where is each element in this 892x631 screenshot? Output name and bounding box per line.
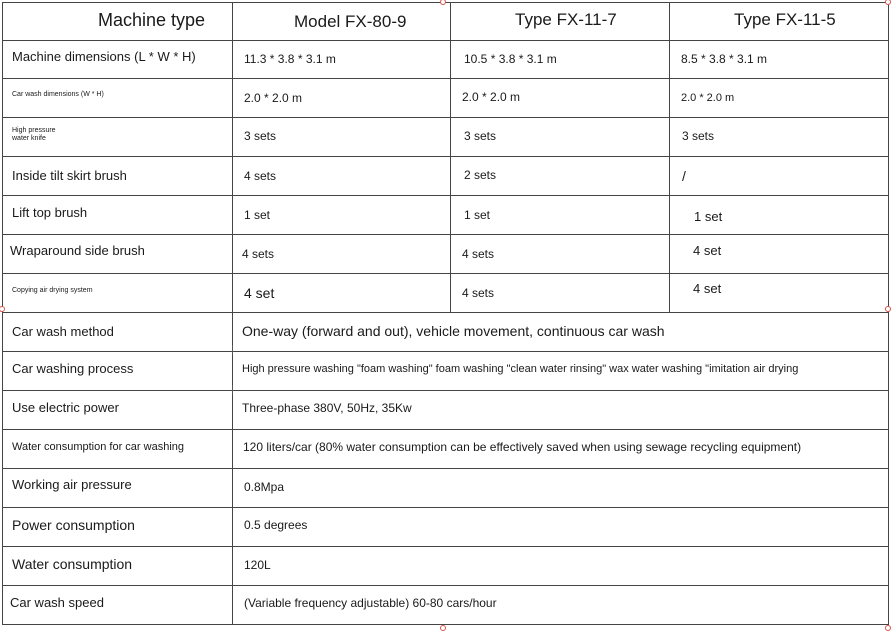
cell-value: 10.5 * 3.8 * 3.1 m [464, 52, 557, 66]
shared-value: High pressure washing "foam washing" foam washing "clean water rinsing" wax water washing "imitation air drying [242, 363, 799, 375]
row-divider [2, 507, 888, 508]
row-label-machine-dimensions: Machine dimensions (L * W * H) [12, 49, 196, 64]
row-divider [2, 390, 888, 391]
row-divider [2, 234, 888, 235]
column-divider [232, 2, 233, 625]
cell-value: 4 set [693, 281, 722, 296]
selection-handle [440, 625, 446, 631]
cell-value: 3 sets [682, 129, 715, 143]
row-label-car-washing-process: Car washing process [12, 361, 134, 376]
row-label-car-wash-dimensions: Car wash dimensions (W * H) [12, 91, 104, 98]
cell-value: 4 set [693, 243, 722, 258]
cell-value: 2.0 * 2.0 m [244, 91, 303, 105]
cell-value: 3 sets [464, 129, 497, 143]
column-divider [888, 2, 889, 625]
row-divider [2, 195, 888, 196]
row-label-high-pressure-water-knife [12, 127, 56, 144]
cell-value: 3 sets [244, 129, 277, 143]
selection-handle [440, 0, 446, 5]
cell-value: 1 set [464, 208, 491, 222]
row-divider [2, 40, 888, 41]
row-label-copying-air-drying-system: Copying air drying system [12, 287, 93, 294]
row-divider [2, 117, 888, 118]
header-machine-type: Machine type [98, 10, 206, 30]
cell-value: 1 set [694, 209, 723, 224]
cell-value: 4 sets [244, 169, 277, 183]
tick-mark [232, 345, 233, 355]
row-label-car-wash-method: Car wash method [12, 324, 114, 339]
cell-value: 11.3 * 3.8 * 3.1 m [244, 52, 336, 66]
cell-value: 1 set [244, 208, 271, 222]
row-divider [2, 468, 888, 469]
row-divider [2, 429, 888, 430]
row-label-line: High pressure [12, 127, 56, 134]
column-divider [450, 2, 451, 313]
shared-value: 0.8Mpa [244, 480, 285, 494]
cell-value: 2.0 * 2.0 m [462, 90, 521, 104]
row-divider [2, 351, 888, 352]
tick-mark [232, 385, 233, 395]
cell-value: 2.0 * 2.0 m [681, 92, 735, 104]
selection-handle [885, 306, 891, 312]
row-label-power-consumption: Power consumption [12, 517, 135, 533]
row-label-inside-tilt-skirt-brush: Inside tilt skirt brush [12, 168, 127, 183]
selection-handle [885, 0, 891, 5]
row-label-lift-top-brush: Lift top brush [12, 205, 88, 220]
row-label-wraparound-side-brush: Wraparound side brush [10, 243, 145, 258]
cell-value: 4 sets [242, 247, 275, 261]
row-divider [2, 156, 888, 157]
selection-handle [885, 625, 891, 631]
shared-value: Three-phase 380V, 50Hz, 35Kw [242, 401, 412, 415]
column-divider [669, 2, 670, 313]
column-divider [2, 2, 3, 625]
cell-value: 2 sets [464, 168, 497, 182]
shared-value: 120 liters/car (80% water consumption can be effectively saved when using sewage recycling equipment) [243, 440, 802, 454]
header-type-fx-11-7: Type FX-11-7 [515, 10, 617, 29]
row-label-car-wash-speed: Car wash speed [10, 595, 104, 610]
row-label-use-electric-power: Use electric power [12, 400, 119, 415]
cell-value: 4 sets [462, 286, 495, 300]
row-divider [2, 273, 888, 274]
header-model-fx-80-9: Model FX-80-9 [294, 12, 407, 31]
row-label-water-consumption-for-car-washing: Water consumption for car washing [12, 441, 184, 453]
row-divider [2, 78, 888, 79]
row-label-working-air-pressure: Working air pressure [12, 477, 132, 492]
cell-value: 4 sets [462, 247, 495, 261]
shared-value: One-way (forward and out), vehicle movement, continuous car wash [242, 323, 665, 339]
shared-value: 120L [244, 558, 271, 572]
row-divider [2, 312, 888, 313]
row-label-line: water knife [12, 135, 46, 143]
shared-value: 0.5 degrees [244, 518, 308, 532]
shared-value: (Variable frequency adjustable) 60-80 cars/hour [244, 596, 497, 610]
cell-value: 4 set [244, 285, 275, 301]
row-divider [2, 546, 888, 547]
cell-value: 8.5 * 3.8 * 3.1 m [681, 52, 768, 66]
header-type-fx-11-5: Type FX-11-5 [734, 10, 836, 29]
row-divider [2, 585, 888, 586]
cell-value: / [682, 168, 686, 184]
row-label-water-consumption: Water consumption [12, 556, 133, 572]
